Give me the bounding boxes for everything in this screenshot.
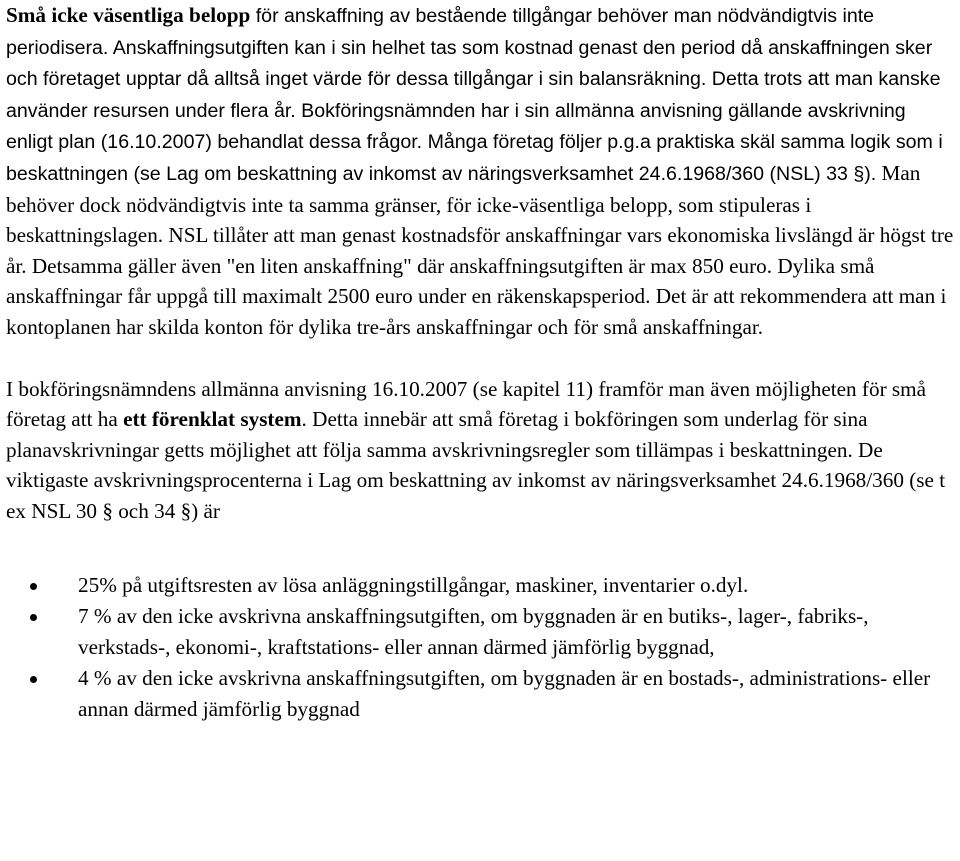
list-item — [6, 663, 954, 724]
paragraph-body-serif: Man behöver dock nödvändigtvis inte ta samma gränser, för icke-väsentliga belopp, som stipuleras i beskattningslagen. NSL tillåter att man genast kostnadsför anskaffningar vars ekonomiska livslängd är högst tre år. Detsamma gäller även "en liten anskaffning" där anskaffningsutgiften är max 850 euro. Dylika små anskaffningar får uppgå till maximalt 2500 euro under en räkenskapsperiod. Det är att rekommendera att man i kontoplanen har skilda konton för dylika tre-års anskaffningar och för små anskaffningar. — [6, 160, 954, 339]
depreciation-rate-list — [6, 570, 954, 725]
bullet-dot-icon — [30, 614, 37, 621]
lead-bold-phrase: Små icke väsentliga belopp — [6, 3, 251, 27]
bold-phrase-simplified-system: ett förenklat system — [123, 407, 302, 432]
list-item — [6, 601, 954, 662]
bullet-dot-icon — [30, 583, 37, 590]
list-item — [6, 570, 954, 601]
list-item-text: 7 % av den icke avskrivna anskaffningsutgiften, om byggnaden är en butiks-, lager-, fabriks-, verkstads-, ekonomi-, kraftstations- eller annan därmed jämförlig byggnad, — [78, 604, 869, 659]
paragraph-body-sans: för anskaffning av bestående tillgångar behöver man nödvändigtvis inte periodisera. Anskaffningsutgiften kan i sin helhet tas som kostnad genast den period då anskaffningen sker och företaget upptar då alltså inget värde för dessa tillgångar i sin balansräkning. Detta trots att man kanske använder resursen under flera år. Bokföringsnämnden har i sin allmänna anvisning gällande avskrivning enligt plan (16.10.2007) behandlat dessa frågor. Många företag följer p.g.a praktiska skäl samma logik som i beskattningen (se Lag om beskattning av inkomst av näringsverksamhet 24.6.1968/360 (NSL) 33 §). — [6, 5, 943, 185]
list-item-text: 4 % av den icke avskrivna anskaffningsutgiften, om byggnaden är en bostads-, administrations- eller annan därmed jämförlig byggnad — [78, 666, 931, 721]
paragraph2-text-end: . Detta innebär att små företag i bokföringen som underlag för sina planavskrivningar getts möjlighet att följa samma avskrivningsregler som tillämpas i beskattningen. De viktigaste avskrivningsprocenterna i Lag om beskattning av inkomst av näringsverksamhet 24.6.1968/360 (se t ex NSL 30 § och 34 §) är — [6, 407, 946, 523]
paragraph-simplified-system — [6, 374, 954, 527]
paragraph2-text-start: I bokföringsnämndens allmänna anvisning 16.10.2007 (se kapitel 11) framför man även möjligheten för små företag att ha — [6, 376, 927, 432]
bullet-dot-icon — [30, 676, 37, 683]
paragraph-small-assets — [6, 0, 954, 343]
list-item-text: 25% på utgiftsresten av lösa anläggningstillgångar, maskiner, inventarier o.dyl. — [78, 572, 749, 597]
